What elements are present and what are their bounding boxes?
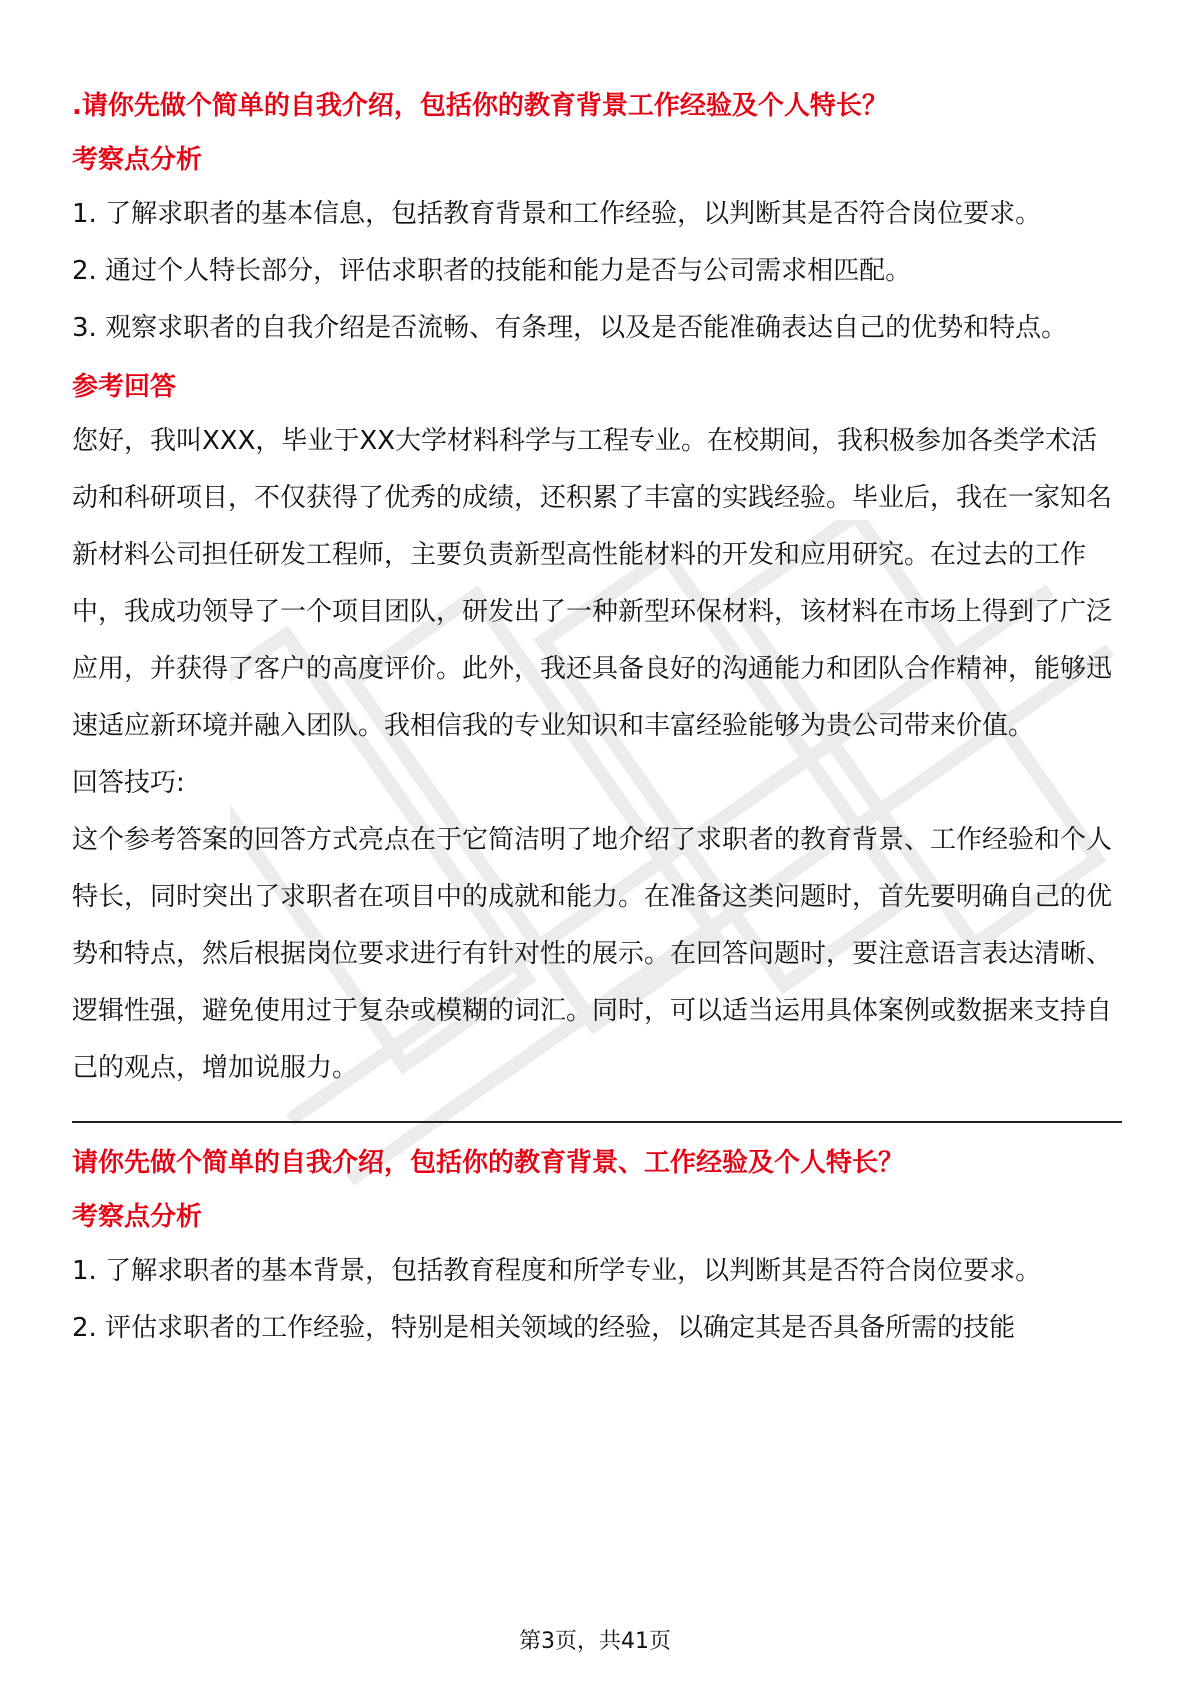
analysis-item: 2. 通过个人特长部分，评估求职者的技能和能力是否与公司需求相匹配。 <box>72 256 912 286</box>
page-number: 第3页，共41页 <box>519 1629 671 1654</box>
analysis-heading-1: 考察点分析 <box>72 145 203 175</box>
answer-text-1: 您好，我叫XXX，毕业于XX大学材料科学与工程专业。在校期间，我积极参加各类学术活动和科研项目，不仅获得了优秀的成绩，还积累了丰富的实践经验。毕业后，我在一家知名新材料公司担任研发工程师，主要负责新型高性能材料的开发和应用研究。在过去的工作中，我成功领导了一个项目团队，研发出了一种新型环保材料，该材料在市场上得到了广泛应用，并获得了客户的高度评价。此外，我还具备良好的沟通能力和团队合作精神，能够迅速适应新环境并融入团队。我相信我的专业知识和丰富经验能够为贵公司带来价值。 <box>72 426 1113 741</box>
tips-label-1: 回答技巧: <box>72 768 185 798</box>
analysis-heading-2: 考察点分析 <box>72 1202 203 1232</box>
question-title-1: .请你先做个简单的自我介绍，包括你的教育背景工作经验及个人特长？ <box>72 91 888 121</box>
question-title-2: 请你先做个简单的自我介绍，包括你的教育背景、工作经验及个人特长？ <box>72 1148 905 1178</box>
section-divider <box>72 1121 1122 1123</box>
tips-text-1: 这个参考答案的回答方式亮点在于它简洁明了地介绍了求职者的教育背景、工作经验和个人特长，同时突出了求职者在项目中的成就和能力。在准备这类问题时，首先要明确自己的优势和特点，然后根据岗位要求进行有针对性的展示。在回答问题时，要注意语言表达清晰、逻辑性强，避免使用过于复杂或模糊的词汇。同时，可以适当运用具体案例或数据来支持自己的观点，增加说服力。 <box>72 825 1113 1083</box>
analysis-item: 1. 了解求职者的基本信息，包括教育背景和工作经验，以判断其是否符合岗位要求。 <box>72 199 1042 229</box>
analysis-item: 3. 观察求职者的自我介绍是否流畅、有条理，以及是否能准确表达自己的优势和特点。 <box>72 313 1068 343</box>
analysis-item: 2. 评估求职者的工作经验，特别是相关领域的经验，以确定其是否具备所需的技能 <box>72 1313 1016 1343</box>
main-content <box>72 86 1122 1357</box>
answer-heading-1: 参考回答 <box>72 372 177 402</box>
analysis-item: 1. 了解求职者的基本背景，包括教育程度和所学专业，以判断其是否符合岗位要求。 <box>72 1256 1042 1286</box>
